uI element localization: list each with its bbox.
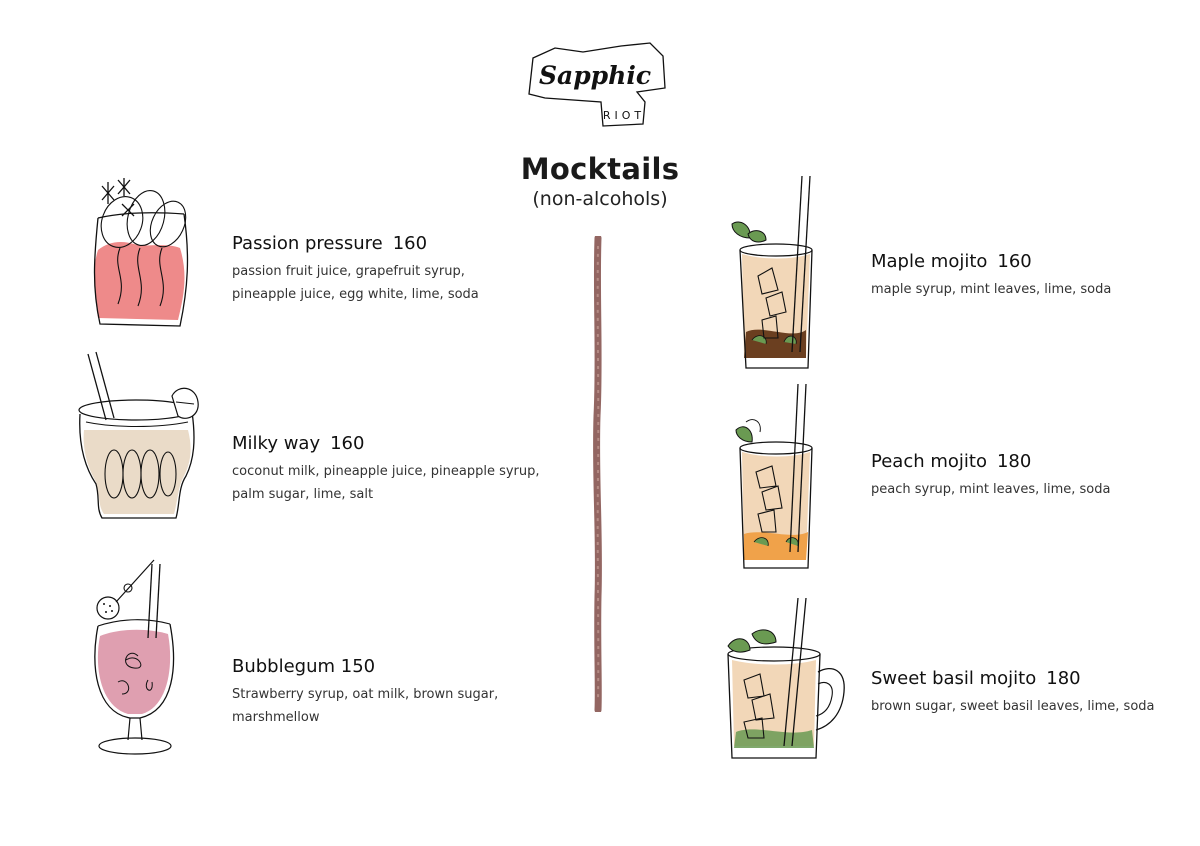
- sweet-basil-mojito-drink-icon: [722, 596, 848, 762]
- menu-item-passion-pressure: [232, 233, 479, 306]
- item-price: 160: [392, 233, 428, 254]
- item-description: brown sugar, sweet basil leaves, lime, soda: [871, 699, 1155, 714]
- item-name: Peach mojito: [871, 451, 987, 472]
- page-subtitle: (non-alcohols): [532, 188, 668, 210]
- item-name: Maple mojito: [871, 251, 988, 272]
- item-description: peach syrup, mint leaves, lime, soda: [871, 482, 1111, 497]
- item-price: 160: [997, 251, 1032, 272]
- menu-item-peach-mojito: [871, 451, 1110, 501]
- menu-item-bubblegum: [232, 656, 498, 729]
- item-price: 180: [1046, 668, 1081, 689]
- menu-item-sweet-basil-mojito: [871, 668, 1155, 718]
- maple-mojito-drink-icon: [722, 172, 822, 378]
- item-name: Bubblegum 150: [232, 656, 376, 677]
- item-description: maple syrup, mint leaves, lime, soda: [871, 282, 1112, 297]
- page-title: Mocktails: [520, 152, 680, 186]
- item-price: 160: [330, 433, 365, 454]
- item-description: Strawberry syrup, oat milk, brown sugar,: [232, 687, 499, 702]
- sapphic-riot-logo: [525, 40, 670, 128]
- logo-text-riot: RIOT: [602, 109, 646, 122]
- bubblegum-drink-icon: [88, 556, 180, 762]
- item-name: Passion pressure: [232, 233, 383, 254]
- menu-item-maple-mojito: [871, 251, 1111, 301]
- item-name: Sweet basil mojito: [871, 668, 1037, 689]
- logo-text-sapphic: Sapphic: [538, 61, 652, 90]
- passion-pressure-drink-icon: [84, 178, 196, 330]
- milky-way-drink-icon: [74, 350, 202, 522]
- item-description: pineapple juice, egg white, lime, soda: [232, 287, 479, 302]
- peach-mojito-drink-icon: [722, 382, 822, 574]
- item-description: marshmellow: [232, 710, 320, 725]
- item-description: passion fruit juice, grapefruit syrup,: [232, 264, 465, 279]
- item-price: 180: [996, 451, 1032, 472]
- menu-item-milky-way: [232, 433, 540, 506]
- item-description: palm sugar, lime, salt: [232, 487, 374, 502]
- center-divider: [589, 236, 607, 712]
- item-description: coconut milk, pineapple juice, pineapple syrup,: [232, 464, 540, 479]
- item-name: Milky way: [232, 433, 321, 454]
